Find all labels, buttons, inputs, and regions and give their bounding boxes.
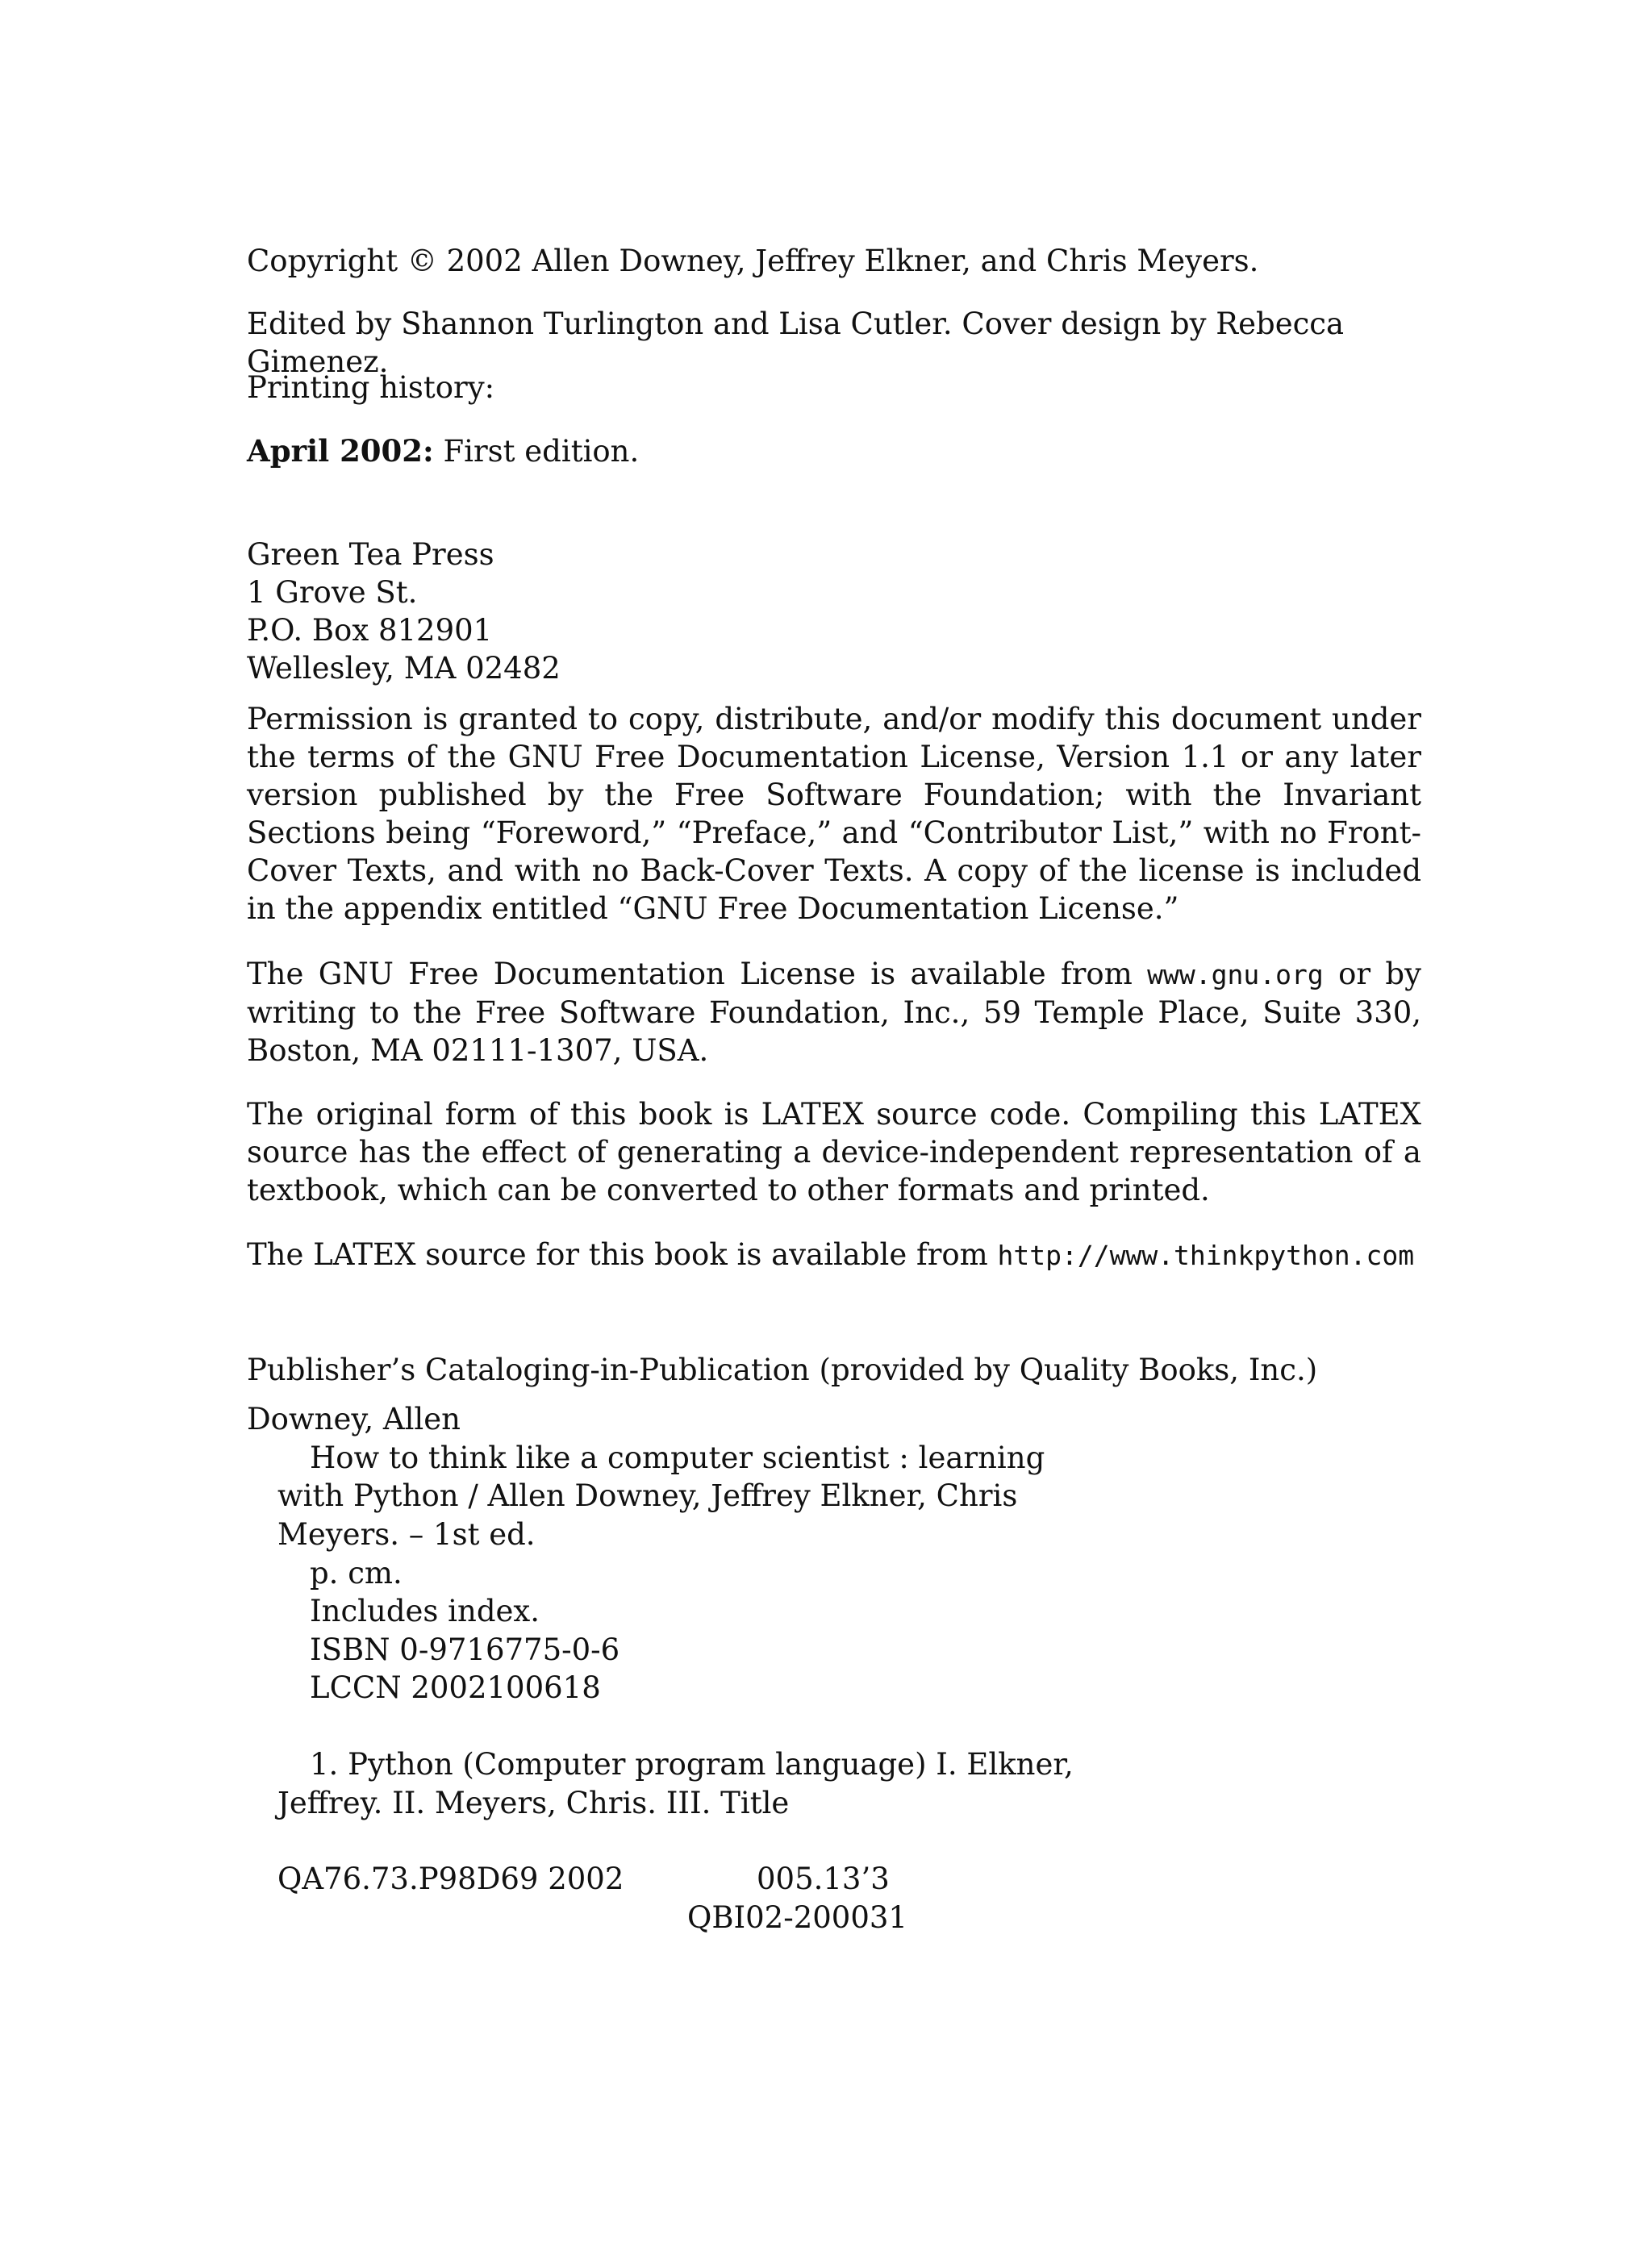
permission-paragraph: Permission is granted to copy, distribute, and/or modify this document under the terms of the GNU Free Documentation License, Version 1.1 or any later version published by the Free Software Foundation; with the Invariant Sections being “Foreword,” “Preface,” and “Contributor List,” with no Front-Cover Texts, and with no Back-Cover Texts. A copy of the license is included in the appendix entitled “GNU Free Documentation License.”	[247, 702, 1421, 926]
address-line: Wellesley, MA 02482	[247, 651, 561, 686]
cip-subject-line: 1. Python (Computer program language) I. Elkner,	[310, 1747, 1074, 1782]
cip-title-line: Meyers. – 1st ed.	[277, 1517, 536, 1552]
copyright-line: Copyright © 2002 Allen Downey, Jeffrey Elkner, and Chris Meyers.	[247, 244, 1259, 278]
cip-detail: Includes index.	[310, 1594, 540, 1628]
cip-heading: Publisher’s Cataloging-in-Publication (provided by Quality Books, Inc.)	[247, 1353, 1318, 1387]
address-line: P.O. Box 812901	[247, 613, 493, 648]
cip-author: Downey, Allen	[247, 1402, 461, 1436]
edition-date: April 2002:	[247, 433, 434, 469]
cip-call-number: QA76.73.P98D69 2002	[277, 1862, 624, 1896]
cip-detail: ISBN 0-9716775-0-6	[310, 1632, 620, 1667]
source-text: The LATEX source for this book is available from	[247, 1237, 998, 1272]
cip-subject-line: Jeffrey. II. Meyers, Chris. III. Title	[277, 1786, 790, 1820]
original-form-paragraph: The original form of this book is LATEX source code. Compiling this LATEX source has the effect of generating a device-independent representation of a textbook, which can be converted to other formats and printed.	[247, 1097, 1421, 1207]
cip-detail: p. cm.	[310, 1556, 403, 1591]
license-paragraph	[247, 955, 1421, 1069]
source-availability-line	[247, 1236, 1421, 1274]
cip-detail: LCCN 2002100618	[310, 1670, 601, 1705]
cip-title-line: with Python / Allen Downey, Jeffrey Elkner, Chris	[277, 1478, 1018, 1513]
edited-by-line: Edited by Shannon Turlington and Lisa Cutler. Cover design by Rebecca Gimenez.	[247, 306, 1345, 379]
cip-title-line: How to think like a computer scientist : learning	[310, 1441, 1045, 1475]
license-text-after: or by writing to the Free Software Foundation, Inc., 59 Temple Place, Suite 330, Boston, MA 02111-1307, USA.	[247, 957, 1421, 1068]
cip-qbi-number: QBI02-200031	[687, 1900, 907, 1935]
gnu-url: www.gnu.org	[1147, 959, 1324, 990]
printing-history-label: Printing history:	[247, 370, 495, 405]
publisher-address	[247, 536, 1421, 687]
thinkpython-url: http://www.thinkpython.com	[997, 1240, 1415, 1271]
address-line: 1 Grove St.	[247, 575, 418, 610]
address-line: Green Tea Press	[247, 537, 494, 572]
cip-dewey-number: 005.13’3	[757, 1862, 890, 1896]
edition-line	[247, 432, 1421, 470]
license-text-before: The GNU Free Documentation License is available from	[247, 957, 1148, 991]
edition-text: First edition.	[443, 434, 640, 469]
